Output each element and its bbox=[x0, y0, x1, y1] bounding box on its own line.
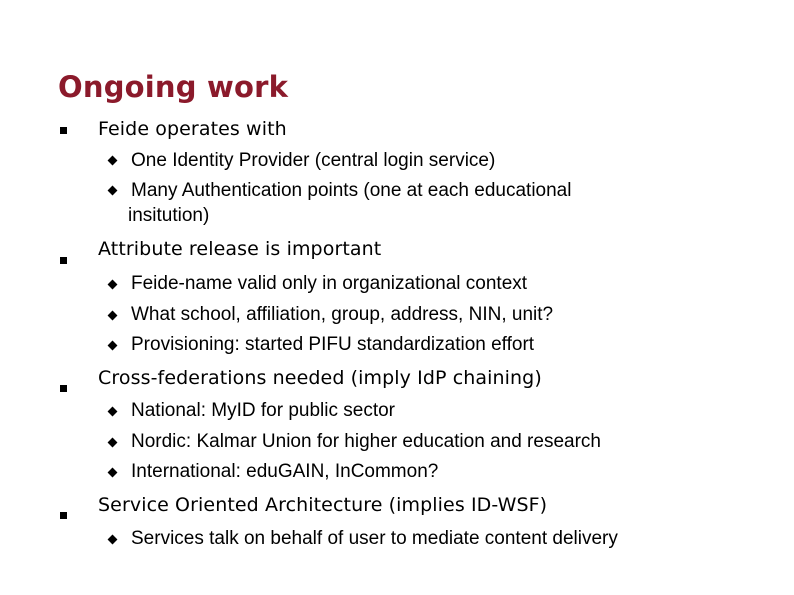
sub-bullet-diamond-icon bbox=[108, 468, 118, 478]
bullet-1-sub-2-cont: insitution) bbox=[128, 205, 210, 226]
bullet-4-sub-1: Services talk on behalf of user to mediate content delivery bbox=[131, 528, 618, 549]
bullet-4-text: Service Oriented Architecture (implies ID-WSF) bbox=[98, 494, 548, 516]
sub-bullet-diamond-icon bbox=[108, 156, 118, 166]
slide-title: Ongoing work bbox=[58, 70, 289, 104]
bullet-3-sub-1: National: MyID for public sector bbox=[131, 400, 395, 421]
bullet-3-sub-3: International: eduGAIN, InCommon? bbox=[131, 461, 439, 482]
bullet-3-text: Cross-federations needed (imply IdP chaining) bbox=[98, 367, 542, 389]
bullet-2-sub-2: What school, affiliation, group, address, NIN, unit? bbox=[131, 304, 554, 325]
sub-bullet-diamond-icon bbox=[108, 407, 118, 417]
bullet-square-icon bbox=[60, 256, 70, 266]
bullet-3-sub-2: Nordic: Kalmar Union for higher education and research bbox=[131, 431, 601, 452]
bullet-square-icon bbox=[60, 511, 70, 521]
sub-bullet-diamond-icon bbox=[108, 535, 118, 545]
bullet-square-icon bbox=[60, 126, 70, 136]
sub-bullet-diamond-icon bbox=[108, 186, 118, 196]
bullet-1-sub-1: One Identity Provider (central login service) bbox=[131, 150, 496, 171]
sub-bullet-diamond-icon bbox=[108, 341, 118, 351]
sub-bullet-diamond-icon bbox=[108, 438, 118, 448]
bullet-1-sub-2: Many Authentication points (one at each educational bbox=[131, 180, 572, 201]
bullet-2-sub-3: Provisioning: started PIFU standardization effort bbox=[131, 334, 535, 355]
bullet-2-text: Attribute release is important bbox=[98, 238, 382, 260]
bullet-square-icon bbox=[60, 384, 70, 394]
sub-bullet-diamond-icon bbox=[108, 311, 118, 321]
bullet-1-text: Feide operates with bbox=[98, 118, 287, 140]
sub-bullet-diamond-icon bbox=[108, 280, 118, 290]
bullet-2-sub-1: Feide-name valid only in organizational context bbox=[131, 273, 528, 294]
